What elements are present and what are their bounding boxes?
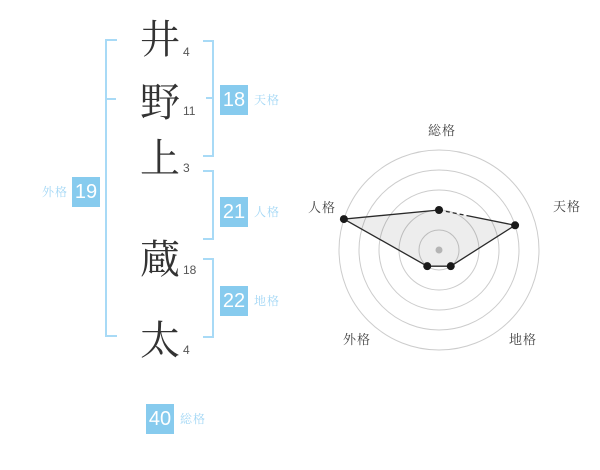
stroke-count-4: 18: [183, 263, 197, 277]
gaikaku-badge-label: 外格: [42, 185, 69, 199]
jinkaku-badge-label: 人格: [254, 205, 281, 219]
soukaku-badge: 40: [146, 404, 174, 434]
tenkaku-badge-label: 天格: [254, 93, 281, 107]
gaikaku-bracket: [105, 39, 117, 337]
radar-axis-gaikaku: 外格: [343, 332, 372, 347]
name-char-3: 上: [140, 137, 180, 181]
radar-axis-jinkaku: 人格: [308, 200, 337, 215]
name-char-5: 太: [140, 319, 180, 363]
tenkaku-bracket-tick: [206, 97, 212, 99]
jinkaku-bracket: [203, 170, 214, 240]
chikaku-badge: 22: [220, 286, 248, 316]
gaikaku-badge: 19: [72, 177, 100, 207]
stroke-count-5: 4: [183, 343, 190, 357]
chikaku-badge-label: 地格: [254, 294, 281, 308]
chikaku-bracket: [203, 258, 214, 338]
name-char-2: 野: [140, 81, 180, 125]
jinkaku-badge: 21: [220, 197, 248, 227]
name-char-1: 井: [140, 18, 180, 62]
radar-axis-soukaku: 総格: [428, 123, 457, 138]
soukaku-badge-label: 総格: [180, 412, 207, 426]
tenkaku-badge: 18: [220, 85, 248, 115]
gaikaku-bracket-tick: [107, 98, 116, 100]
radar-axis-tenkaku: 天格: [553, 199, 582, 214]
name-char-4: 蔵: [140, 238, 180, 282]
stroke-count-2: 11: [183, 104, 196, 118]
radar-axis-chikaku: 地格: [509, 332, 538, 347]
stroke-count-3: 3: [183, 161, 190, 175]
stroke-count-1: 4: [183, 45, 190, 59]
